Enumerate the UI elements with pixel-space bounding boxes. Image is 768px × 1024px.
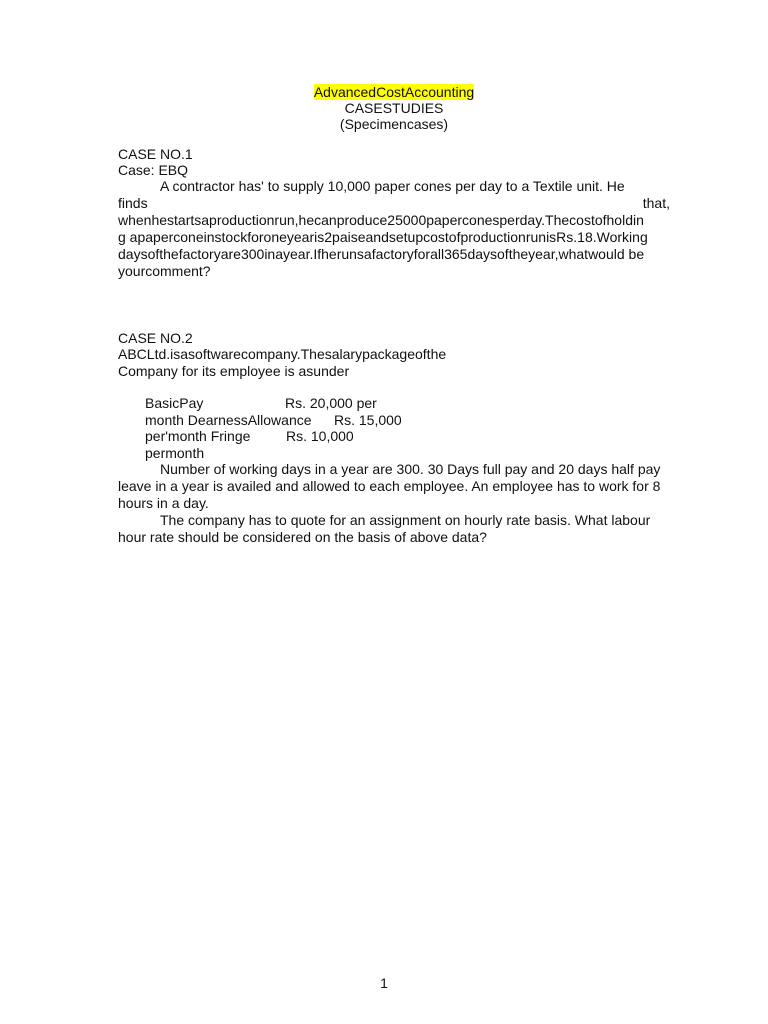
case1-body <box>118 178 670 280</box>
case1-line <box>118 195 670 212</box>
document-page <box>118 84 670 546</box>
salary-package <box>145 395 670 461</box>
case1-line-left: finds <box>118 195 148 211</box>
case2-body <box>118 461 670 546</box>
case2-para-line: hour rate should be considered on the basis of above data? <box>118 529 487 545</box>
page-number: 1 <box>380 975 388 991</box>
case2-heading: CASE NO.2 <box>118 330 193 346</box>
case1-heading: CASE NO.1 <box>118 146 193 162</box>
case2-para-line: Number of working days in a year are 300. 30 Days full pay and 20 days half pay <box>160 461 661 477</box>
document-header <box>118 84 670 132</box>
salary-row <box>145 412 670 429</box>
salary-row <box>145 428 670 445</box>
document-note: (Specimencases) <box>339 116 449 132</box>
salary-label: BasicPay <box>145 395 204 411</box>
case2-para-line: The company has to quote for an assignment on hourly rate basis. What labour <box>160 512 651 528</box>
salary-value: Rs. 20,000 per <box>285 395 377 411</box>
case1-line: yourcomment? <box>118 263 211 279</box>
case2-line: ABCLtd.isasoftwarecompany.Thesalarypackageofthe <box>118 346 447 362</box>
case2-line: Company for its employee is asunder <box>118 362 350 379</box>
case1-line: A contractor has' to supply 10,000 paper cones per day to a Textile unit. He <box>160 178 625 194</box>
salary-label: month DearnessAllowance <box>145 411 312 428</box>
salary-value: Rs. 15,000 <box>334 411 402 428</box>
document-subtitle: CASESTUDIES <box>344 100 444 116</box>
case1-line-right: that, <box>642 195 670 211</box>
case1-line: daysofthefactoryare300inayear.Ifherunsafactoryforall365daysoftheyear,whatwould be <box>118 246 645 262</box>
case2-para-line: leave in a year is availed and allowed to each employee. An employee has to work for 8 <box>118 478 661 494</box>
document-title: AdvancedCostAccounting <box>313 84 475 100</box>
salary-row <box>145 395 670 412</box>
case1-subheading: Case: EBQ <box>118 162 189 178</box>
case1-line: g apaperconeinstockforoneyearis2paiseandsetupcostofproductionrunisRs.18.Working <box>118 229 648 245</box>
salary-row <box>145 445 670 462</box>
salary-value: Rs. 10,000 <box>286 428 354 444</box>
case2-para-line: hours in a day. <box>118 495 209 511</box>
case1-line: whenhestartsaproductionrun,hecanproduce25000paperconesperday.Thecostofholdin <box>118 212 644 228</box>
salary-label: permonth <box>145 444 205 461</box>
salary-label: per'month Fringe <box>145 428 251 444</box>
